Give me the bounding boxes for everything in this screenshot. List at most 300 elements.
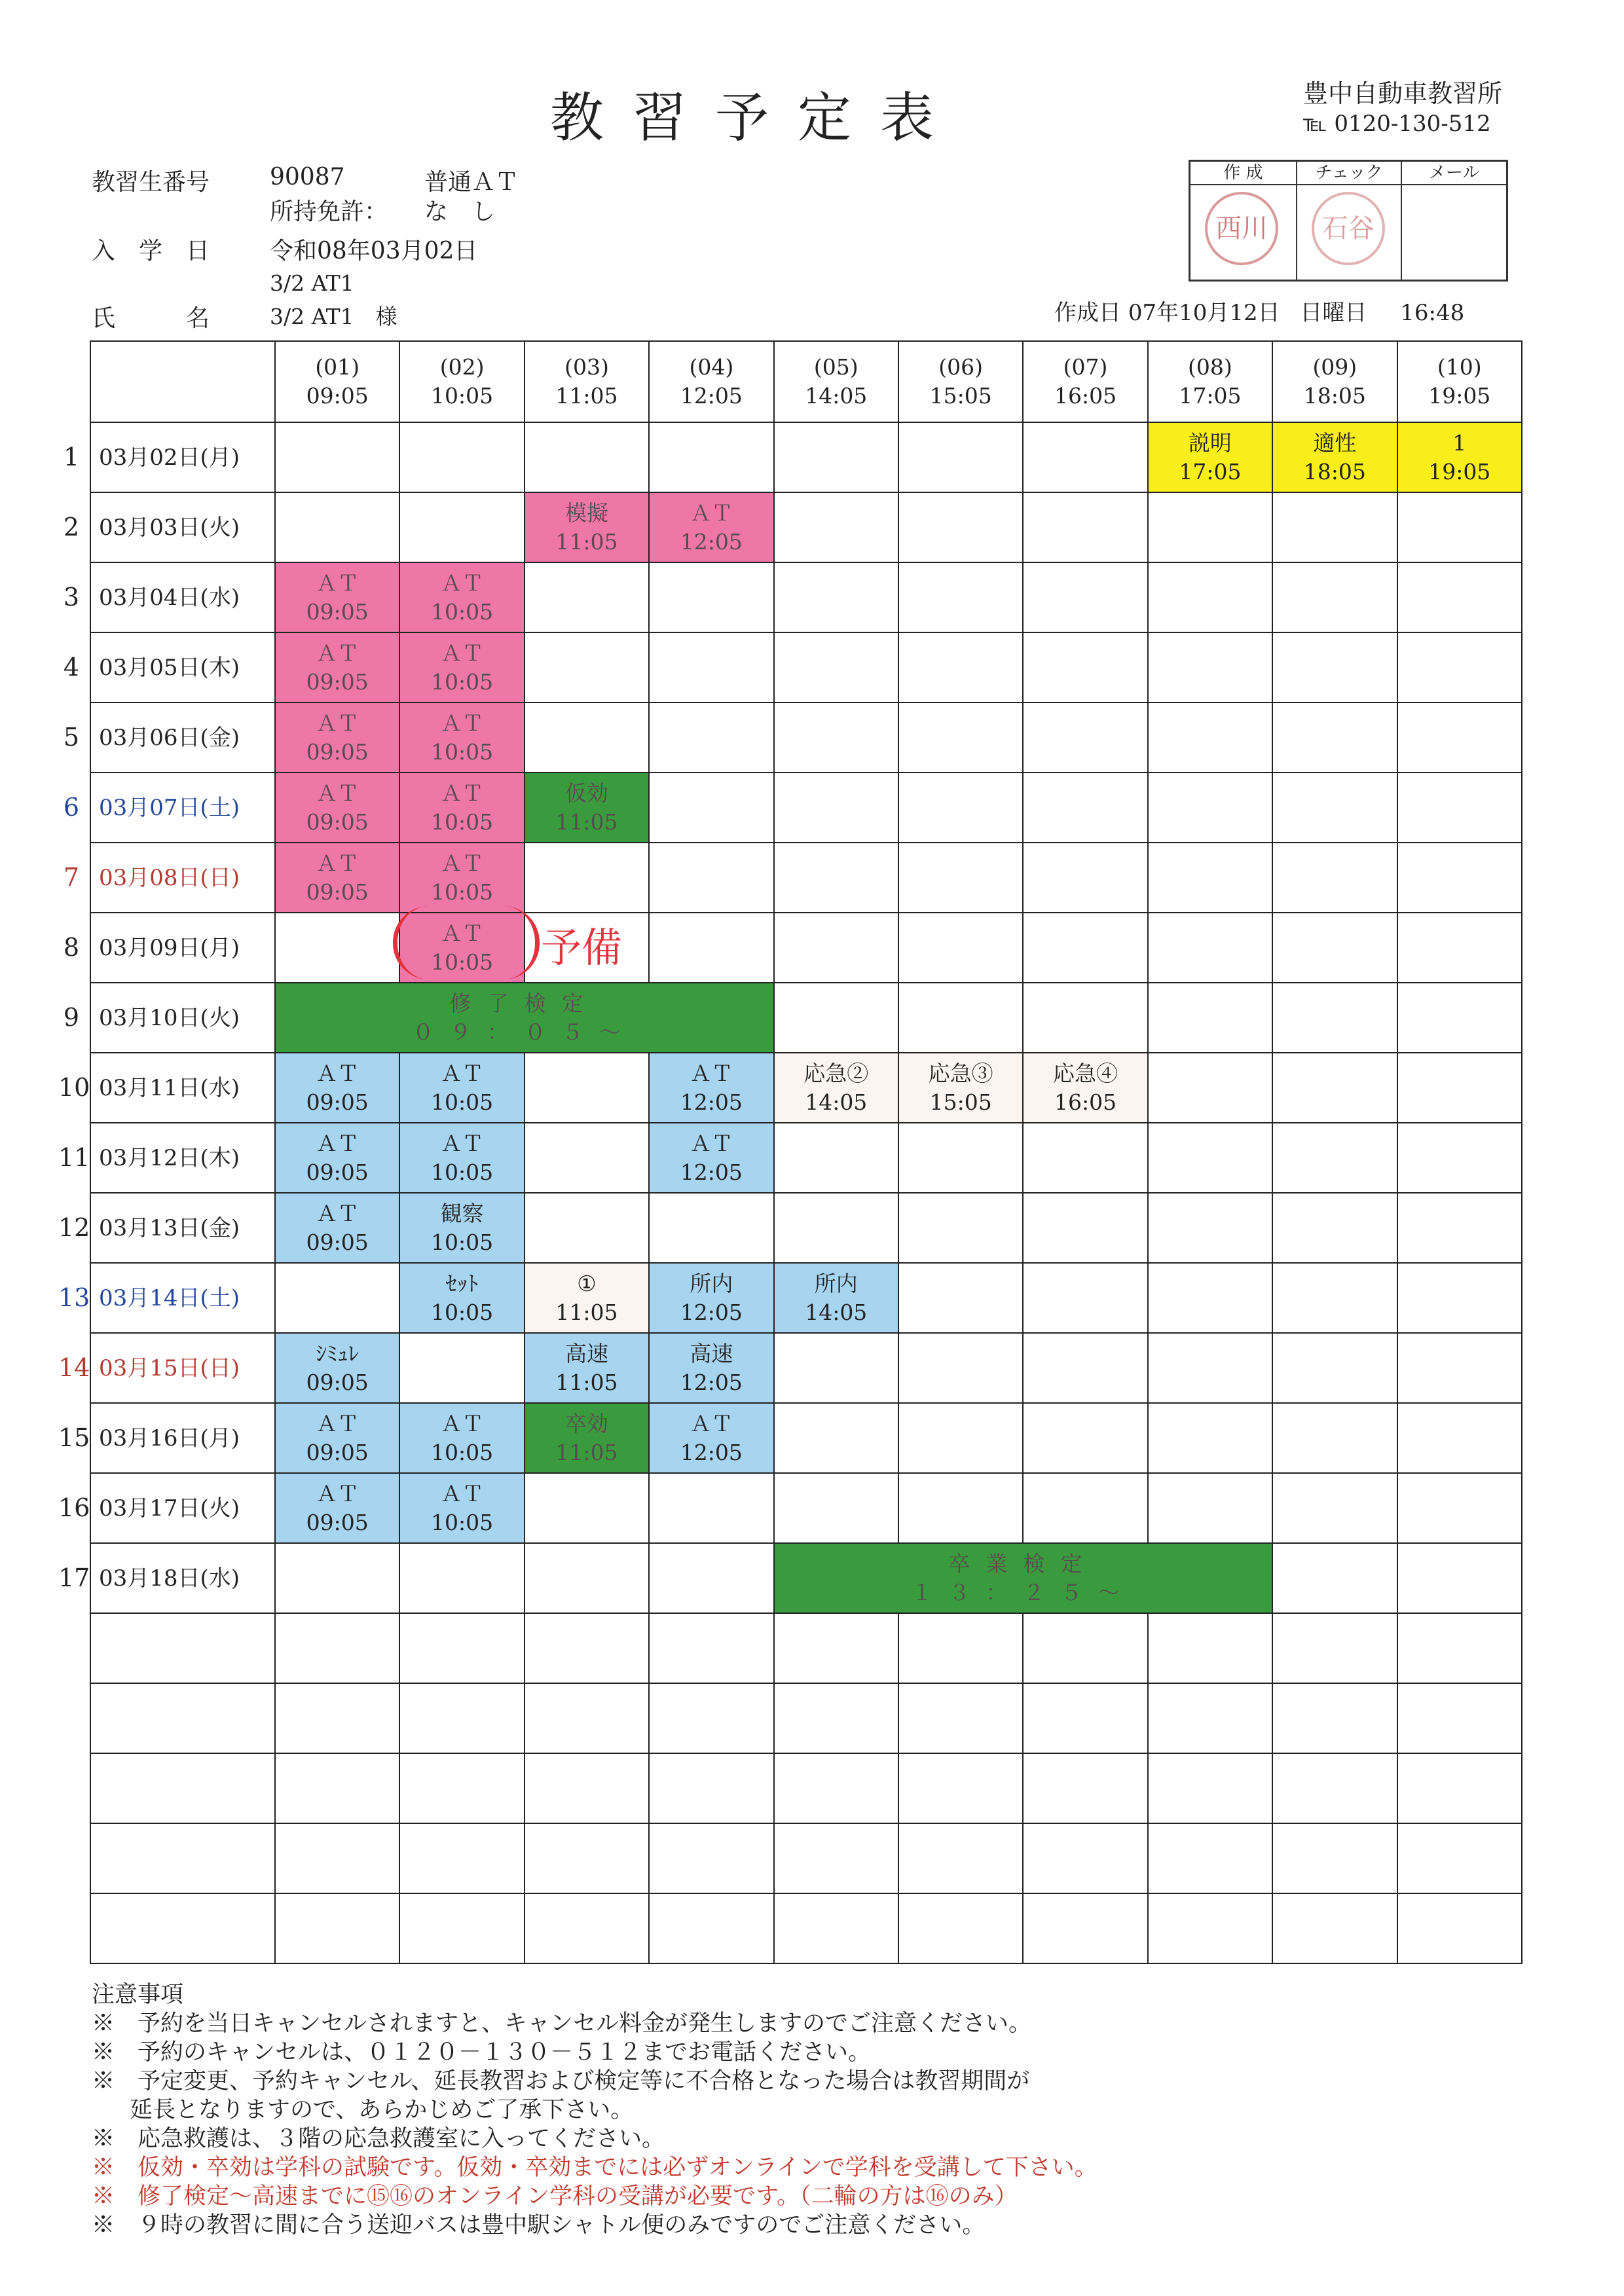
slot-cell	[1148, 1263, 1272, 1333]
date-label: 03月11日(水)	[99, 1074, 240, 1101]
slot-cell	[1272, 1823, 1397, 1893]
period-header	[1023, 341, 1147, 422]
slot-cell	[275, 1753, 399, 1823]
lesson-time: 10:05	[431, 879, 494, 905]
slot-cell	[399, 562, 524, 632]
student-id-value: 90087	[270, 164, 345, 191]
slot-cell	[649, 1333, 773, 1403]
lesson-label: 応急④	[1053, 1060, 1118, 1086]
date-cell	[63, 983, 275, 1053]
slot-cell	[1272, 1333, 1397, 1403]
date-label: 03月02日(月)	[99, 444, 240, 471]
period-number: (06)	[938, 354, 984, 380]
lesson-label: ＡＴ	[690, 1410, 733, 1436]
lesson-time: 09:05	[306, 1509, 369, 1535]
slot-cell	[1148, 1053, 1272, 1123]
table-row	[90, 1403, 1522, 1473]
slot-cell	[1023, 1823, 1147, 1893]
note-item: ※ 予定変更、予約キャンセル、延長教習および検定等に不合格となった場合は教習期間が	[92, 2068, 1030, 2094]
table-row	[90, 1543, 1522, 1613]
slot-cell	[1272, 1473, 1397, 1543]
date-cell	[63, 843, 275, 913]
slot-cell	[399, 1123, 524, 1193]
row-number: 3	[63, 583, 80, 611]
lesson-label: 適性	[1313, 429, 1357, 456]
lesson-time: 09:05	[306, 809, 369, 835]
slot-cell	[399, 1753, 524, 1823]
slot-cell	[275, 1893, 399, 1963]
seal-stamp: 西川	[1205, 192, 1278, 265]
slot-cell	[1148, 913, 1272, 983]
table-row	[90, 1893, 1522, 1963]
lesson-label: ｾｯﾄ	[445, 1270, 479, 1296]
lesson-time: 10:05	[431, 598, 494, 625]
slot-cell	[1397, 1753, 1522, 1823]
slot-cell	[1023, 1123, 1147, 1193]
lesson-time: 11:05	[555, 809, 618, 835]
slot-cell	[1397, 1893, 1522, 1963]
slot-cell	[399, 1333, 524, 1403]
period-time: 16:05	[1054, 383, 1117, 409]
slot-cell	[1023, 773, 1147, 843]
slot-cell	[525, 1193, 649, 1263]
slot-cell	[399, 702, 524, 773]
slot-cell	[1023, 1753, 1147, 1823]
school-info	[1303, 79, 1502, 139]
name-label: 氏 名	[92, 305, 210, 332]
slot-cell	[525, 492, 649, 562]
slot-cell	[399, 1053, 524, 1123]
entry-date-value: 令和08年03月02日	[270, 238, 478, 264]
period-header	[898, 341, 1023, 422]
lesson-label: ＡＴ	[316, 1060, 360, 1086]
slot-cell	[1023, 1053, 1147, 1123]
note-item: ※ 応急救護は、３階の応急救護室に入ってください。	[92, 2126, 665, 2152]
date-cell	[63, 492, 275, 562]
stamp-header: メール	[1402, 162, 1506, 185]
slot-cell	[1272, 562, 1397, 632]
slot-cell	[1023, 1193, 1147, 1263]
slot-cell	[649, 1193, 773, 1263]
date-label: 03月10日(火)	[99, 1004, 240, 1031]
slot-cell	[649, 1823, 773, 1893]
slot-cell	[275, 913, 399, 983]
slot-cell	[1397, 1473, 1522, 1543]
slot-cell	[1272, 913, 1397, 983]
row-number: 7	[63, 863, 80, 892]
slot-cell	[525, 1473, 649, 1543]
note-item: ※ ９時の教習に間に合う送迎バスは豊中駅シャトル便のみですのでご注意ください。	[92, 2212, 986, 2238]
slot-cell	[898, 632, 1023, 702]
slot-cell	[275, 562, 399, 632]
lesson-label: ＡＴ	[440, 1410, 484, 1436]
row-number: 15	[58, 1423, 90, 1452]
slot-cell	[774, 1683, 898, 1753]
exam-band-line: 修了検定	[449, 990, 599, 1016]
slot-cell	[399, 1823, 524, 1893]
lesson-label: ＡＴ	[316, 1130, 360, 1156]
slot-cell	[898, 773, 1023, 843]
date-label: 03月17日(火)	[99, 1495, 240, 1522]
slot-cell	[399, 1403, 524, 1473]
slot-cell	[275, 1263, 399, 1333]
lesson-time: 10:05	[431, 1159, 494, 1185]
row-number: 12	[58, 1213, 90, 1242]
slot-cell	[1023, 1473, 1147, 1543]
lesson-time: 11:05	[555, 1369, 618, 1395]
slot-cell	[1272, 1893, 1397, 1963]
slot-cell	[399, 843, 524, 913]
lesson-time: 09:05	[306, 879, 369, 905]
lesson-time: 17:05	[1179, 458, 1242, 484]
slot-cell	[774, 1473, 898, 1543]
slot-cell	[275, 1683, 399, 1753]
date-label: 03月07日(土)	[99, 794, 240, 821]
lesson-label: ＡＴ	[690, 1130, 733, 1156]
row-number: 9	[63, 1003, 80, 1032]
slot-cell	[1272, 422, 1397, 492]
period-time: 15:05	[929, 383, 992, 409]
slot-cell	[1272, 1543, 1397, 1613]
slot-cell	[525, 422, 649, 492]
slot-cell	[399, 632, 524, 702]
license-value: な し	[424, 198, 496, 225]
lesson-time: 09:05	[306, 1089, 369, 1115]
row-number: 16	[58, 1493, 90, 1522]
school-name: 豊中自動車教習所	[1303, 79, 1503, 108]
slot-cell	[774, 913, 898, 983]
slot-cell	[525, 1613, 649, 1683]
slot-cell	[774, 1613, 898, 1683]
created-date: 07年10月12日	[1128, 300, 1280, 326]
table-row	[90, 1683, 1522, 1753]
slot-cell	[774, 562, 898, 632]
table-row	[90, 422, 1522, 492]
lesson-label: ＡＴ	[316, 850, 360, 876]
slot-cell	[649, 422, 773, 492]
slot-cell	[399, 1263, 524, 1333]
stamp-cell-check	[1296, 162, 1401, 280]
slot-cell	[1397, 1823, 1522, 1893]
date-label: 03月12日(木)	[99, 1144, 240, 1171]
slot-cell	[1148, 1683, 1272, 1753]
header-row	[90, 341, 1522, 422]
slot-cell	[1148, 632, 1272, 702]
slot-cell	[1272, 1683, 1397, 1753]
period-header	[399, 341, 524, 422]
slot-cell	[1272, 1403, 1397, 1473]
slot-cell	[649, 492, 773, 562]
slot-cell	[649, 1473, 773, 1543]
slot-cell	[898, 1893, 1023, 1963]
lesson-label: 高速	[564, 1340, 608, 1366]
lesson-time: 18:05	[1303, 458, 1366, 484]
table-row	[90, 632, 1522, 702]
slot-cell	[649, 702, 773, 773]
slot-cell	[275, 843, 399, 913]
slot-cell	[399, 1473, 524, 1543]
lesson-label: ＡＴ	[440, 1130, 484, 1156]
period-header	[649, 341, 773, 422]
slot-cell	[898, 1683, 1023, 1753]
slot-cell	[1397, 773, 1522, 843]
note-item: 延長となりますので、あらかじめご了承下さい。	[130, 2097, 634, 2123]
lesson-time: 09:05	[306, 1439, 369, 1465]
period-header	[525, 341, 649, 422]
period-number: (02)	[439, 354, 485, 380]
slot-cell	[898, 1053, 1023, 1123]
slot-cell	[525, 702, 649, 773]
slot-cell	[1023, 422, 1147, 492]
slot-cell	[774, 632, 898, 702]
slot-cell	[1148, 1473, 1272, 1543]
stamp-header: チェック	[1297, 162, 1401, 185]
lesson-label: ＡＴ	[690, 500, 733, 526]
table-row	[90, 1333, 1522, 1403]
date-label: 03月13日(金)	[99, 1214, 240, 1241]
slot-cell	[1397, 983, 1522, 1053]
slot-cell	[1023, 1263, 1147, 1333]
slot-cell	[1397, 562, 1522, 632]
slot-cell	[1397, 1333, 1522, 1403]
slot-cell	[275, 1333, 399, 1403]
date-cell	[63, 632, 275, 702]
slot-cell	[1272, 983, 1397, 1053]
period-number: (05)	[813, 354, 858, 380]
lesson-label: ＡＴ	[316, 1410, 360, 1436]
lesson-label: ｼﾐｭﾚ	[316, 1340, 360, 1366]
student-id-label: 教習生番号	[92, 169, 210, 196]
slot-cell	[649, 1263, 773, 1333]
slot-cell	[275, 422, 399, 492]
date-cell	[63, 562, 275, 632]
period-number: (03)	[564, 354, 609, 380]
slot-cell	[898, 1123, 1023, 1193]
lesson-time: 10:05	[431, 738, 494, 765]
date-label: 03月15日(日)	[99, 1355, 240, 1381]
slot-cell	[399, 913, 524, 983]
slot-cell	[774, 1823, 898, 1893]
table-row	[90, 702, 1522, 773]
lesson-label: ＡＴ	[316, 710, 360, 736]
slot-cell	[1023, 492, 1147, 562]
lesson-label: ＡＴ	[440, 570, 484, 596]
slot-cell	[898, 1473, 1023, 1543]
date-cell	[90, 1683, 275, 1753]
slot-cell	[1397, 492, 1522, 562]
lesson-label: 模擬	[564, 500, 608, 526]
slot-cell	[1023, 562, 1147, 632]
slot-cell	[649, 632, 773, 702]
slot-cell	[399, 1613, 524, 1683]
slot-cell	[898, 702, 1023, 773]
lesson-time: 14:05	[805, 1299, 868, 1325]
date-label: 03月03日(火)	[99, 514, 240, 541]
date-cell	[58, 1473, 275, 1543]
slot-cell	[275, 1193, 399, 1263]
slot-cell	[1148, 983, 1272, 1053]
slot-cell	[1148, 1613, 1272, 1683]
lesson-time: 11:05	[555, 528, 618, 555]
date-cell	[58, 1543, 275, 1613]
row-number: 11	[58, 1143, 90, 1172]
slot-cell	[774, 492, 898, 562]
lesson-label: ＡＴ	[440, 780, 484, 806]
lesson-time: 12:05	[680, 1159, 743, 1185]
period-time: 18:05	[1303, 383, 1366, 409]
lesson-label: 卒効	[564, 1410, 608, 1436]
table-row	[90, 562, 1522, 632]
slot-cell	[275, 1473, 399, 1543]
row-number: 4	[63, 653, 80, 682]
slot-cell	[1397, 1613, 1522, 1683]
slot-cell	[1023, 1403, 1147, 1473]
lesson-label: ①	[577, 1270, 597, 1296]
slot-cell	[525, 1123, 649, 1193]
lesson-time: 09:05	[306, 1369, 369, 1395]
period-time: 19:05	[1428, 383, 1491, 409]
notes-heading: 注意事項	[92, 1982, 184, 2008]
slot-cell	[275, 1823, 399, 1893]
slot-cell	[525, 1823, 649, 1893]
slot-cell	[1148, 1403, 1272, 1473]
date-label: 03月09日(月)	[99, 934, 240, 961]
slot-cell	[1397, 702, 1522, 773]
slot-cell	[898, 1193, 1023, 1263]
slot-cell	[1272, 1613, 1397, 1683]
date-cell	[58, 1263, 275, 1333]
created-info	[1054, 295, 1464, 327]
row-number: 5	[63, 723, 80, 752]
slot-cell	[898, 843, 1023, 913]
lesson-label: 仮効	[564, 780, 608, 806]
lesson-label: 所内	[690, 1270, 733, 1296]
lesson-time: 12:05	[680, 1299, 743, 1325]
date-cell	[63, 913, 275, 983]
period-header	[774, 341, 898, 422]
date-label: 03月16日(月)	[99, 1425, 240, 1451]
lesson-label: ＡＴ	[316, 570, 360, 596]
slot-cell	[525, 1893, 649, 1963]
slot-cell	[1023, 632, 1147, 702]
slot-cell	[1272, 492, 1397, 562]
slot-cell	[898, 422, 1023, 492]
slot-cell	[1397, 1683, 1522, 1753]
schedule-table	[58, 340, 1522, 1964]
slot-cell	[1397, 1123, 1522, 1193]
slot-cell	[399, 422, 524, 492]
slot-cell	[774, 1753, 898, 1823]
slot-cell	[898, 1613, 1023, 1683]
lesson-label: ＡＴ	[316, 1480, 360, 1506]
slot-cell	[525, 1543, 649, 1613]
date-cell	[58, 1333, 275, 1403]
date-cell	[63, 702, 275, 773]
slot-cell	[275, 773, 399, 843]
table-row	[90, 773, 1522, 843]
period-time: 10:05	[431, 383, 494, 409]
lesson-time: 09:05	[306, 598, 369, 625]
slot-cell	[1148, 562, 1272, 632]
date-cell	[63, 773, 275, 843]
period-header	[1148, 341, 1272, 422]
slot-cell	[525, 843, 649, 913]
slot-cell	[399, 1543, 524, 1613]
slot-cell	[774, 1893, 898, 1963]
slot-cell	[1397, 1053, 1522, 1123]
date-cell	[90, 1823, 275, 1893]
lesson-label: 説明	[1188, 429, 1232, 456]
slot-cell	[1148, 492, 1272, 562]
slot-cell	[1272, 702, 1397, 773]
slot-cell	[1023, 1683, 1147, 1753]
slot-cell	[774, 773, 898, 843]
date-label: 03月05日(木)	[99, 654, 240, 681]
lesson-label: 応急③	[928, 1060, 993, 1086]
table-row	[90, 1823, 1522, 1893]
lesson-label: 1	[1452, 429, 1467, 456]
lesson-time: 12:05	[680, 1369, 743, 1395]
lesson-time: 10:05	[431, 1299, 494, 1325]
lesson-time: 11:05	[555, 1299, 618, 1325]
stamp-header: 作 成	[1190, 162, 1296, 185]
lesson-time: 12:05	[680, 1089, 743, 1115]
table-row	[90, 843, 1522, 913]
lesson-time: 10:05	[431, 1089, 494, 1115]
row-number: 14	[58, 1353, 90, 1382]
slot-cell	[1397, 632, 1522, 702]
created-label: 作成日	[1054, 300, 1121, 326]
slot-cell	[649, 1753, 773, 1823]
period-header	[275, 341, 399, 422]
stamp-box	[1189, 160, 1508, 282]
lesson-label: 観察	[440, 1200, 484, 1226]
slot-cell	[275, 1613, 399, 1683]
slot-cell	[898, 1823, 1023, 1893]
lesson-label: ＡＴ	[440, 850, 484, 876]
exam-band-line: ０９：０５～	[412, 1019, 637, 1045]
slot-cell	[525, 1403, 649, 1473]
created-time: 16:48	[1400, 300, 1465, 326]
lesson-label: ＡＴ	[316, 640, 360, 666]
lesson-time: 09:05	[306, 1159, 369, 1185]
stamp-cell-mail	[1401, 162, 1506, 280]
period-header	[1397, 341, 1522, 422]
period-number: (10)	[1437, 354, 1482, 380]
slot-cell	[525, 773, 649, 843]
date-label: 03月04日(水)	[99, 584, 240, 611]
slot-cell	[525, 1753, 649, 1823]
slot-cell	[898, 492, 1023, 562]
slot-cell	[399, 773, 524, 843]
date-cell	[90, 1613, 275, 1683]
slot-cell	[649, 1543, 773, 1613]
lesson-time: 19:05	[1428, 458, 1491, 484]
lesson-label: ＡＴ	[440, 1060, 484, 1086]
lesson-label: 高速	[690, 1340, 733, 1366]
slot-cell	[275, 1053, 399, 1123]
slot-cell	[1148, 773, 1272, 843]
exam-band-line: 卒業検定	[948, 1550, 1098, 1576]
slot-cell	[774, 1053, 898, 1123]
slot-cell	[1148, 843, 1272, 913]
slot-cell	[1397, 1403, 1522, 1473]
slot-cell	[1148, 1753, 1272, 1823]
date-cell	[58, 1123, 275, 1193]
slot-cell	[1272, 843, 1397, 913]
slot-cell	[649, 1683, 773, 1753]
slot-cell	[649, 1053, 773, 1123]
